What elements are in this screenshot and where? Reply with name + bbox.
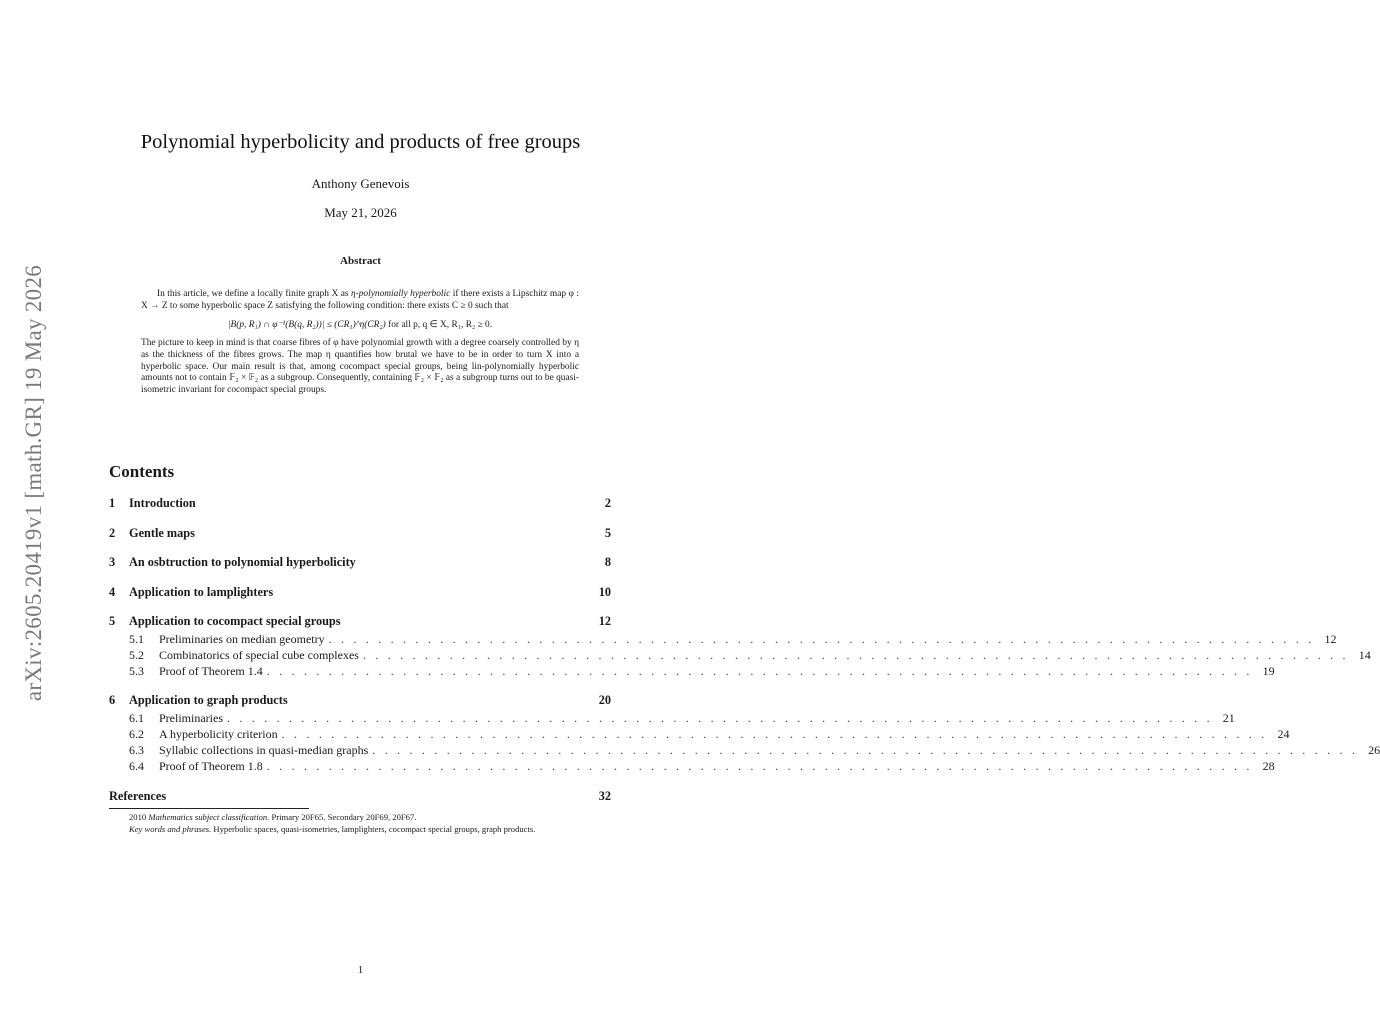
toc-leader-dots: . . . . . . . . . . . . . . . . . . . . . . . . . . . . . . . . . . . . . . . . . . . . . . . . . . . . . . . . . . . . . . . . . . . . . . . . . . . . . . . . (328, 632, 1315, 646)
toc-entry-page: 14 (1358, 648, 1371, 662)
toc-leader-dots: . . . . . . . . . . . . . . . . . . . . . . . . . . . . . . . . . . . . . . . . . . . . . . . . . . . . . . . . . . . . . . . . . . . . . . . . . . . . . . . . (362, 648, 1349, 662)
toc-entry-label: Proof of Theorem 1.8 (159, 759, 263, 773)
toc-entry-number: 6.1 (129, 711, 144, 725)
toc-entry-label: References (109, 789, 167, 803)
abstract-formula (141, 320, 579, 332)
toc-section-entry[interactable] (109, 496, 611, 511)
toc-section-entry[interactable] (109, 555, 611, 570)
footnote-rule (109, 808, 309, 809)
toc-entry-number: 2 (109, 526, 116, 540)
toc-subsection-entry[interactable] (129, 632, 1337, 647)
formula-tail: for all p, q ∈ X, R₁, R₂ ≥ 0. (385, 319, 493, 330)
paper-date: May 21, 2026 (324, 205, 397, 220)
toc-entry-page: 8 (604, 555, 611, 569)
abstract-p1-end: if there exists a Lipschitz map φ : X → Z to some hyperbolic space Z satisfying the following condition: there exists C ≥ 0 such that (141, 289, 579, 311)
toc-entry-number: 1 (109, 496, 116, 510)
toc-leader-dots: . . . . . . . . . . . . . . . . . . . . . . . . . . . . . . . . . . . . . . . . . . . . . . . . . . . . . . . . . . . . . . . . . . . . . . . . . . . . . . . . (226, 711, 1213, 725)
toc-section-entry[interactable] (109, 789, 611, 804)
toc-entry-label: Gentle maps (129, 526, 195, 540)
abstract-heading: Abstract (340, 255, 381, 267)
toc-entry-number: 5.3 (129, 664, 144, 678)
paper-title: Polynomial hyperbolicity and products of free groups (140, 131, 581, 153)
toc-section-entry[interactable] (109, 585, 611, 600)
toc-subsection-entry[interactable] (129, 664, 1275, 679)
abstract-body (141, 289, 579, 397)
toc-entry-label: A hyperbolicity criterion (159, 727, 278, 741)
toc-subsection-entry[interactable] (129, 759, 1275, 774)
toc-entry-page: 24 (1277, 727, 1290, 741)
toc-entry-page: 12 (598, 614, 611, 628)
formula-expression: |B(p, R₁) ∩ φ⁻¹(B(q, R₂))| ≤ (CR₁)^η(CR₂) (227, 319, 386, 330)
toc-leader-dots: . . . . . . . . . . . . . . . . . . . . . . . . . . . . . . . . . . . . . . . . . . . . . . . . . . . . . . . . . . . . . . . . . . . . . . . . . . . . . . . . (266, 759, 1253, 773)
abstract-paragraph-1 (141, 289, 579, 313)
toc-entry-label: Combinatorics of special cube complexes (159, 648, 359, 662)
toc-leader-dots: . . . . . . . . . . . . . . . . . . . . . . . . . . . . . . . . . . . . . . . . . . . . . . . . . . . . . . . . . . . . . . . . . . . . . . . . . . . . . . . . (266, 664, 1253, 678)
toc-leader-dots: . . . . . . . . . . . . . . . . . . . . . . . . . . . . . . . . . . . . . . . . . . . . . . . . . . . . . . . . . . . . . . . . . . . . . . . . . . . . . . . . (372, 743, 1359, 757)
toc-entry-number: 3 (109, 555, 116, 569)
toc-entry-label: Application to graph products (129, 693, 288, 707)
footnote-keywords (109, 824, 611, 836)
toc-entry-page: 32 (598, 789, 611, 803)
toc-entry-page: 5 (604, 526, 611, 540)
toc-entry-number: 6 (109, 693, 116, 707)
toc-section-entry[interactable] (109, 614, 611, 629)
abstract-p1-start: In this article, we define a locally finite graph X as (157, 289, 351, 299)
toc-entry-number: 6.2 (129, 727, 144, 741)
toc-entry-number: 5 (109, 614, 116, 628)
toc-entry-number: 5.2 (129, 648, 144, 662)
toc-entry-page: 12 (1324, 632, 1337, 646)
abstract-p1-emphasis: η-polynomially hyperbolic (350, 289, 451, 299)
toc-entry-page: 19 (1262, 664, 1275, 678)
footnote-msc-text: Primary 20F65. Secondary 20F69, 20F67. (269, 812, 417, 822)
toc-entry-label: Application to cocompact special groups (129, 614, 341, 628)
toc-section-entry[interactable] (109, 526, 611, 541)
toc-entry-page: 10 (598, 585, 611, 599)
toc-entry-page: 28 (1262, 759, 1275, 773)
toc-leader-dots: . . . . . . . . . . . . . . . . . . . . . . . . . . . . . . . . . . . . . . . . . . . . . . . . . . . . . . . . . . . . . . . . . . . . . . . . . . . . . . . . (281, 727, 1268, 741)
toc-entry-label: Proof of Theorem 1.4 (159, 664, 263, 678)
abstract-paragraph-2: The picture to keep in mind is that coarse fibres of φ have polynomial growth with a degree coarsely controlled by η as the thickness of the fibres grows. The map η quantifies how brutal we have to be in order to turn X into a hyperbolic space. Our main result is that, among cocompact special groups, being lin-polynomially hyperbolic amounts not to contain 𝔽₂ × 𝔽₂ as a subgroup. Consequently, containing 𝔽₂ × 𝔽₂ as a subgroup turns out to be quasi-isometric invariant for cocompact special groups. (141, 337, 579, 396)
toc-entry-number: 5.1 (129, 632, 144, 646)
toc-entry-number: 6.4 (129, 759, 144, 773)
footnote-msc-label: Mathematics subject classification. (148, 812, 270, 822)
author-name: Anthony Genevois (311, 176, 410, 191)
toc-entry-page: 2 (604, 496, 611, 510)
toc-subsection-entry[interactable] (129, 743, 1380, 758)
footnotes (109, 812, 611, 836)
toc-entry-page: 20 (598, 693, 611, 707)
toc-entry-label: Preliminaries on median geometry (159, 632, 325, 646)
toc-entry-number: 4 (109, 585, 116, 599)
toc-entry-label: Application to lamplighters (129, 585, 274, 599)
toc-section-entry[interactable] (109, 693, 611, 708)
toc-subsection-entry[interactable] (129, 727, 1290, 742)
footnote-msc (109, 812, 611, 824)
arxiv-identifier-stamp: arXiv:2605.20419v1 [math.GR] 19 May 2026 (21, 264, 46, 702)
toc-entry-page: 26 (1368, 743, 1380, 757)
toc-entry-label: An osbtruction to polynomial hyperbolicity (129, 555, 356, 569)
toc-entry-page: 21 (1222, 711, 1235, 725)
toc-entry-label: Syllabic collections in quasi-median graphs (159, 743, 369, 757)
toc-entry-number: 6.3 (129, 743, 144, 757)
toc-entry-label: Introduction (129, 496, 196, 510)
footnote-keywords-text: Hyperbolic spaces, quasi-isometries, lamplighters, cocompact special groups, graph products. (211, 823, 536, 834)
toc-subsection-entry[interactable] (129, 648, 1371, 663)
footnote-keywords-label: Key words and phrases. (129, 823, 212, 834)
page-number: 1 (357, 964, 364, 976)
toc-subsection-entry[interactable] (129, 711, 1235, 726)
toc-entry-label: Preliminaries (159, 711, 223, 725)
footnote-msc-year: 2010 (129, 812, 149, 822)
contents-heading: Contents (109, 462, 175, 481)
